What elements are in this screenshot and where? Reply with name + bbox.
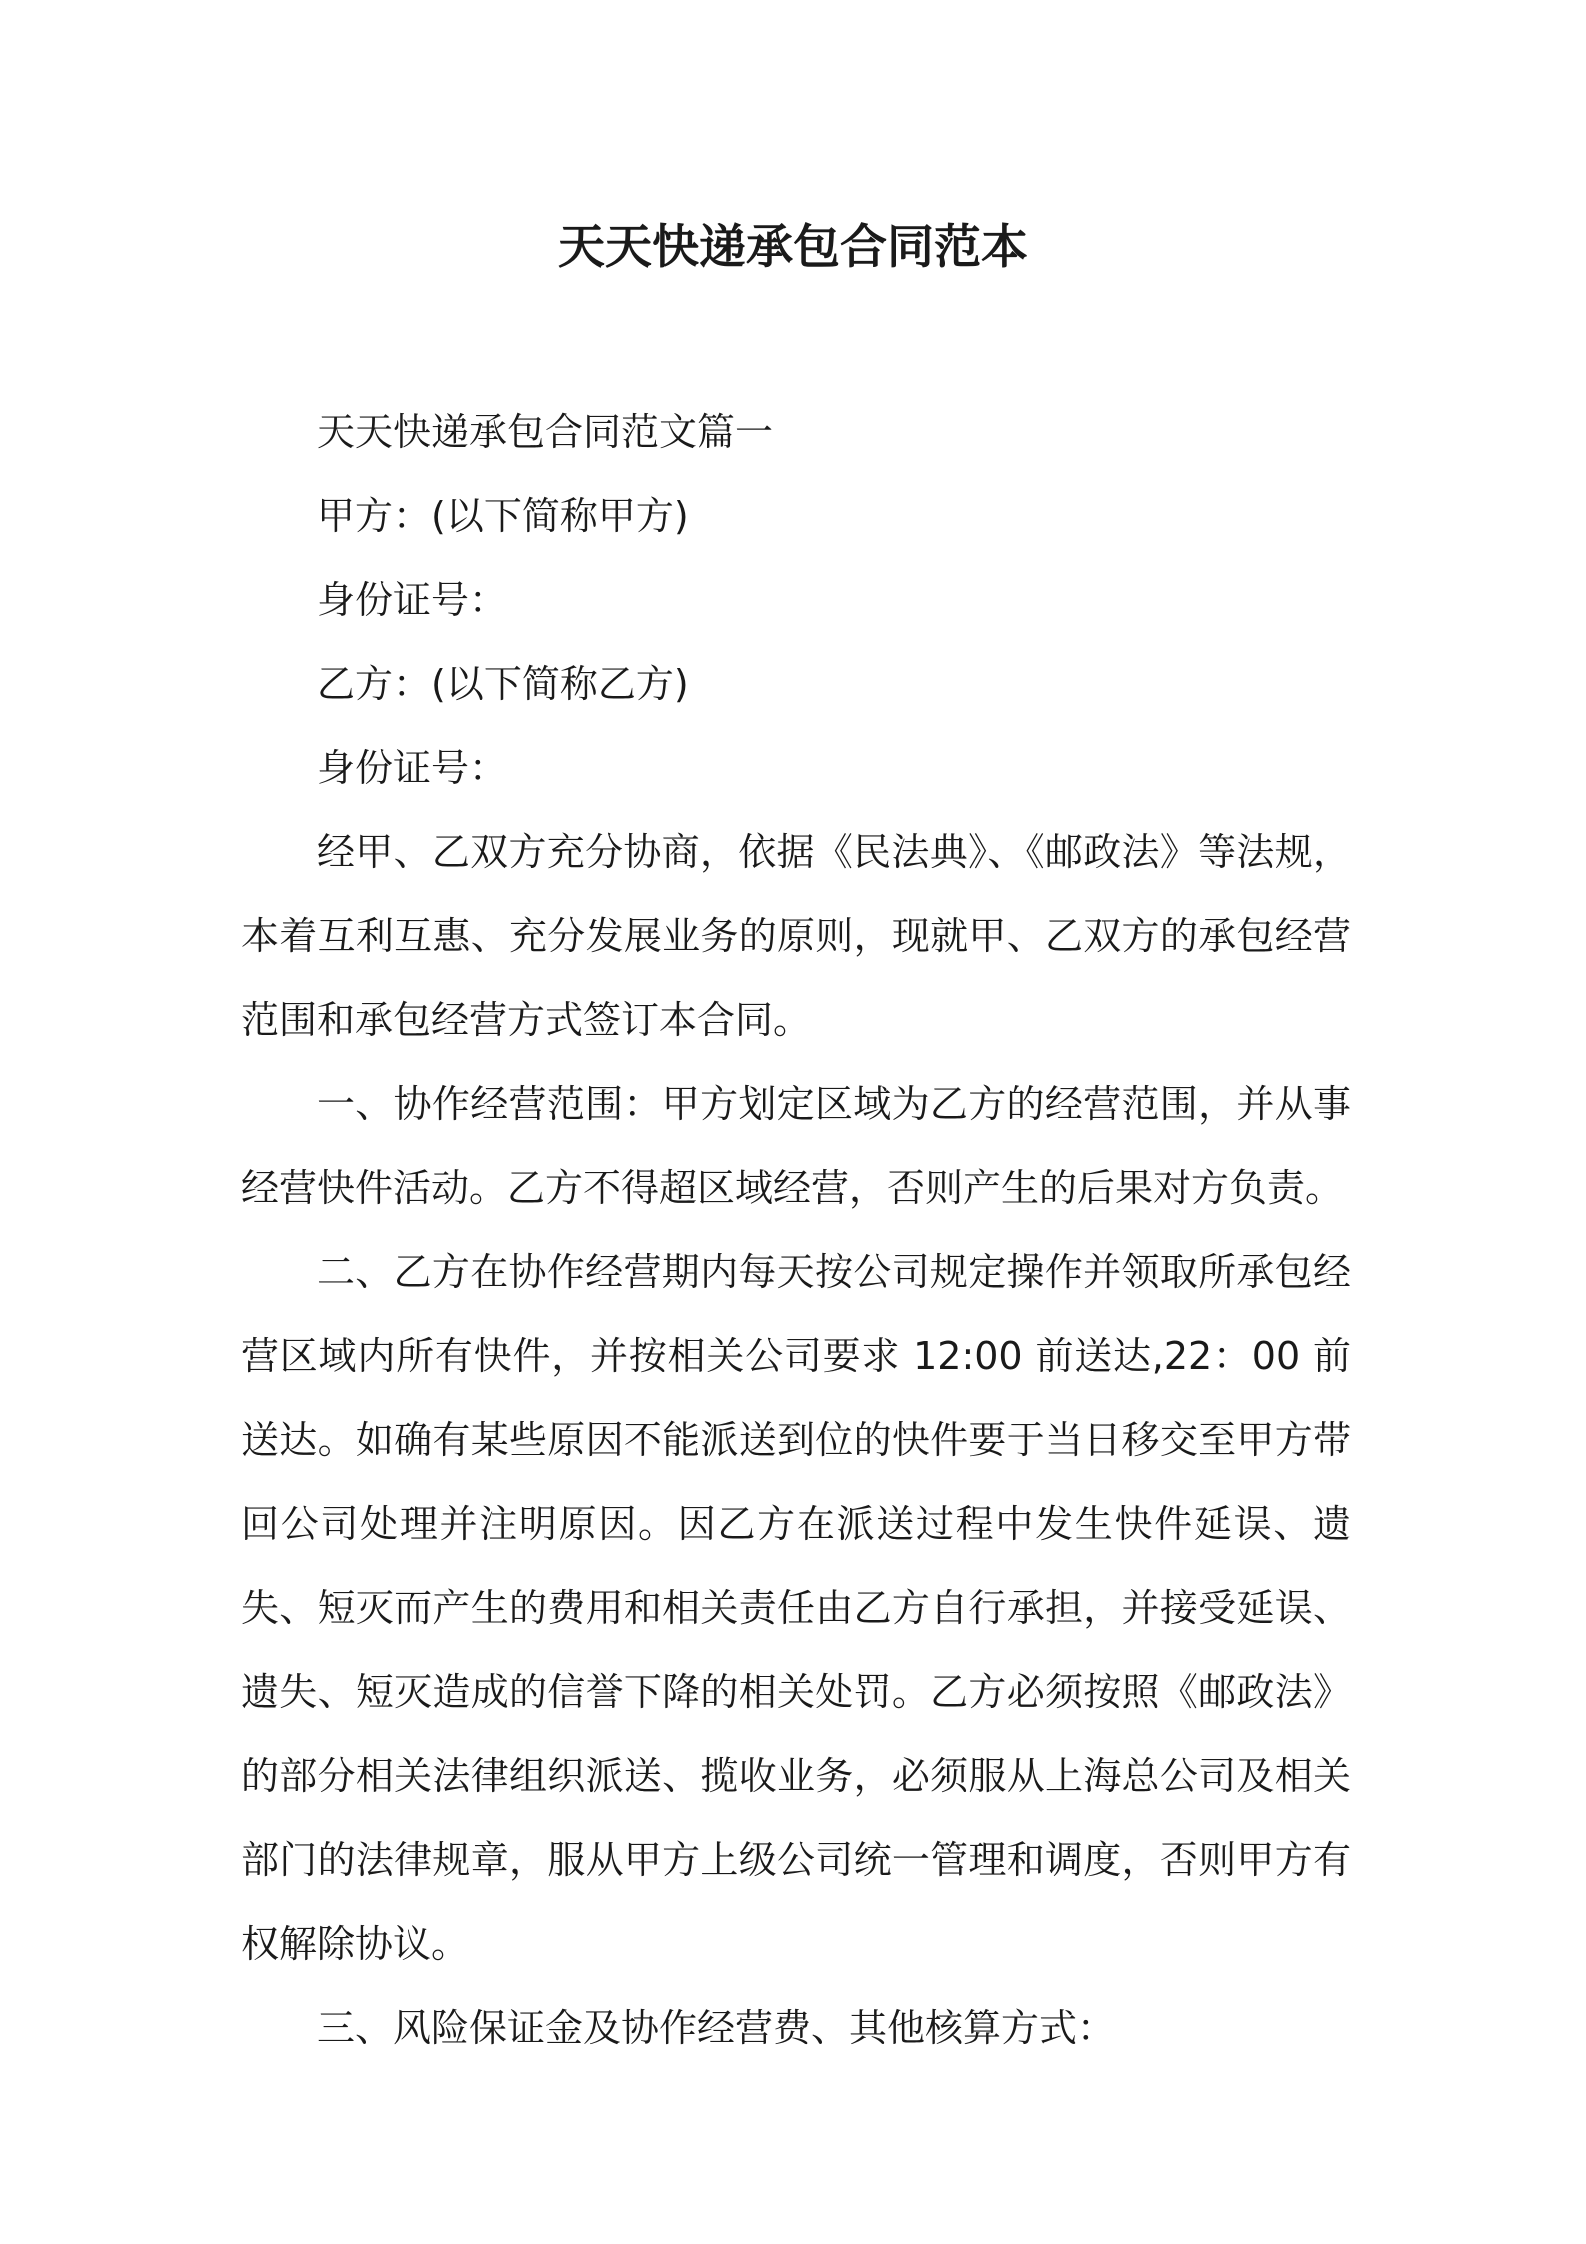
section-heading: 天天快递承包合同范文篇一 <box>317 410 774 454</box>
clause-2-paragraph: 二、乙方在协作经营期内每天按公司规定操作并领取所承包经营区域内所有快件，并按相关公司要求 12:00 前送达,22：00 前送达。如确有某些原因不能派送到位的快件要于当日移交至甲方带回公司处理并注明原因。因乙方在派送过程中发生快件延误、遗失、短灭而产生的费用和相关责任由乙方自行承担，并接受延误、遗失、短灭造成的信誉下降的相关处罚。乙方必须按照《邮政法》的部分相关法律组织派送、揽收业务，必须服从上海总公司及相关部门的法律规章，服从甲方上级公司统一管理和调度，否则甲方有权解除协议。 <box>241 1250 1351 1966</box>
document-body <box>241 390 1351 2070</box>
clause-3-paragraph: 三、风险保证金及协作经营费、其他核算方式： <box>317 2006 1116 2050</box>
party-b-line: 乙方：(以下简称乙方) <box>317 662 689 706</box>
party-a-line: 甲方：(以下简称甲方) <box>317 494 689 538</box>
preamble-paragraph: 经甲、乙双方充分协商，依据《民法典》、《邮政法》等法规，本着互利互惠、充分发展业务的原则，现就甲、乙双方的承包经营范围和承包经营方式签订本合同。 <box>241 830 1351 1042</box>
party-a-id-line: 身份证号： <box>317 578 508 622</box>
clause-1-paragraph: 一、协作经营范围：甲方划定区域为乙方的经营范围，并从事经营快件活动。乙方不得超区域经营，否则产生的后果对方负责。 <box>241 1082 1351 1210</box>
party-b-id-line: 身份证号： <box>317 746 508 790</box>
document-title: 天天快递承包合同范本 <box>558 220 1028 275</box>
